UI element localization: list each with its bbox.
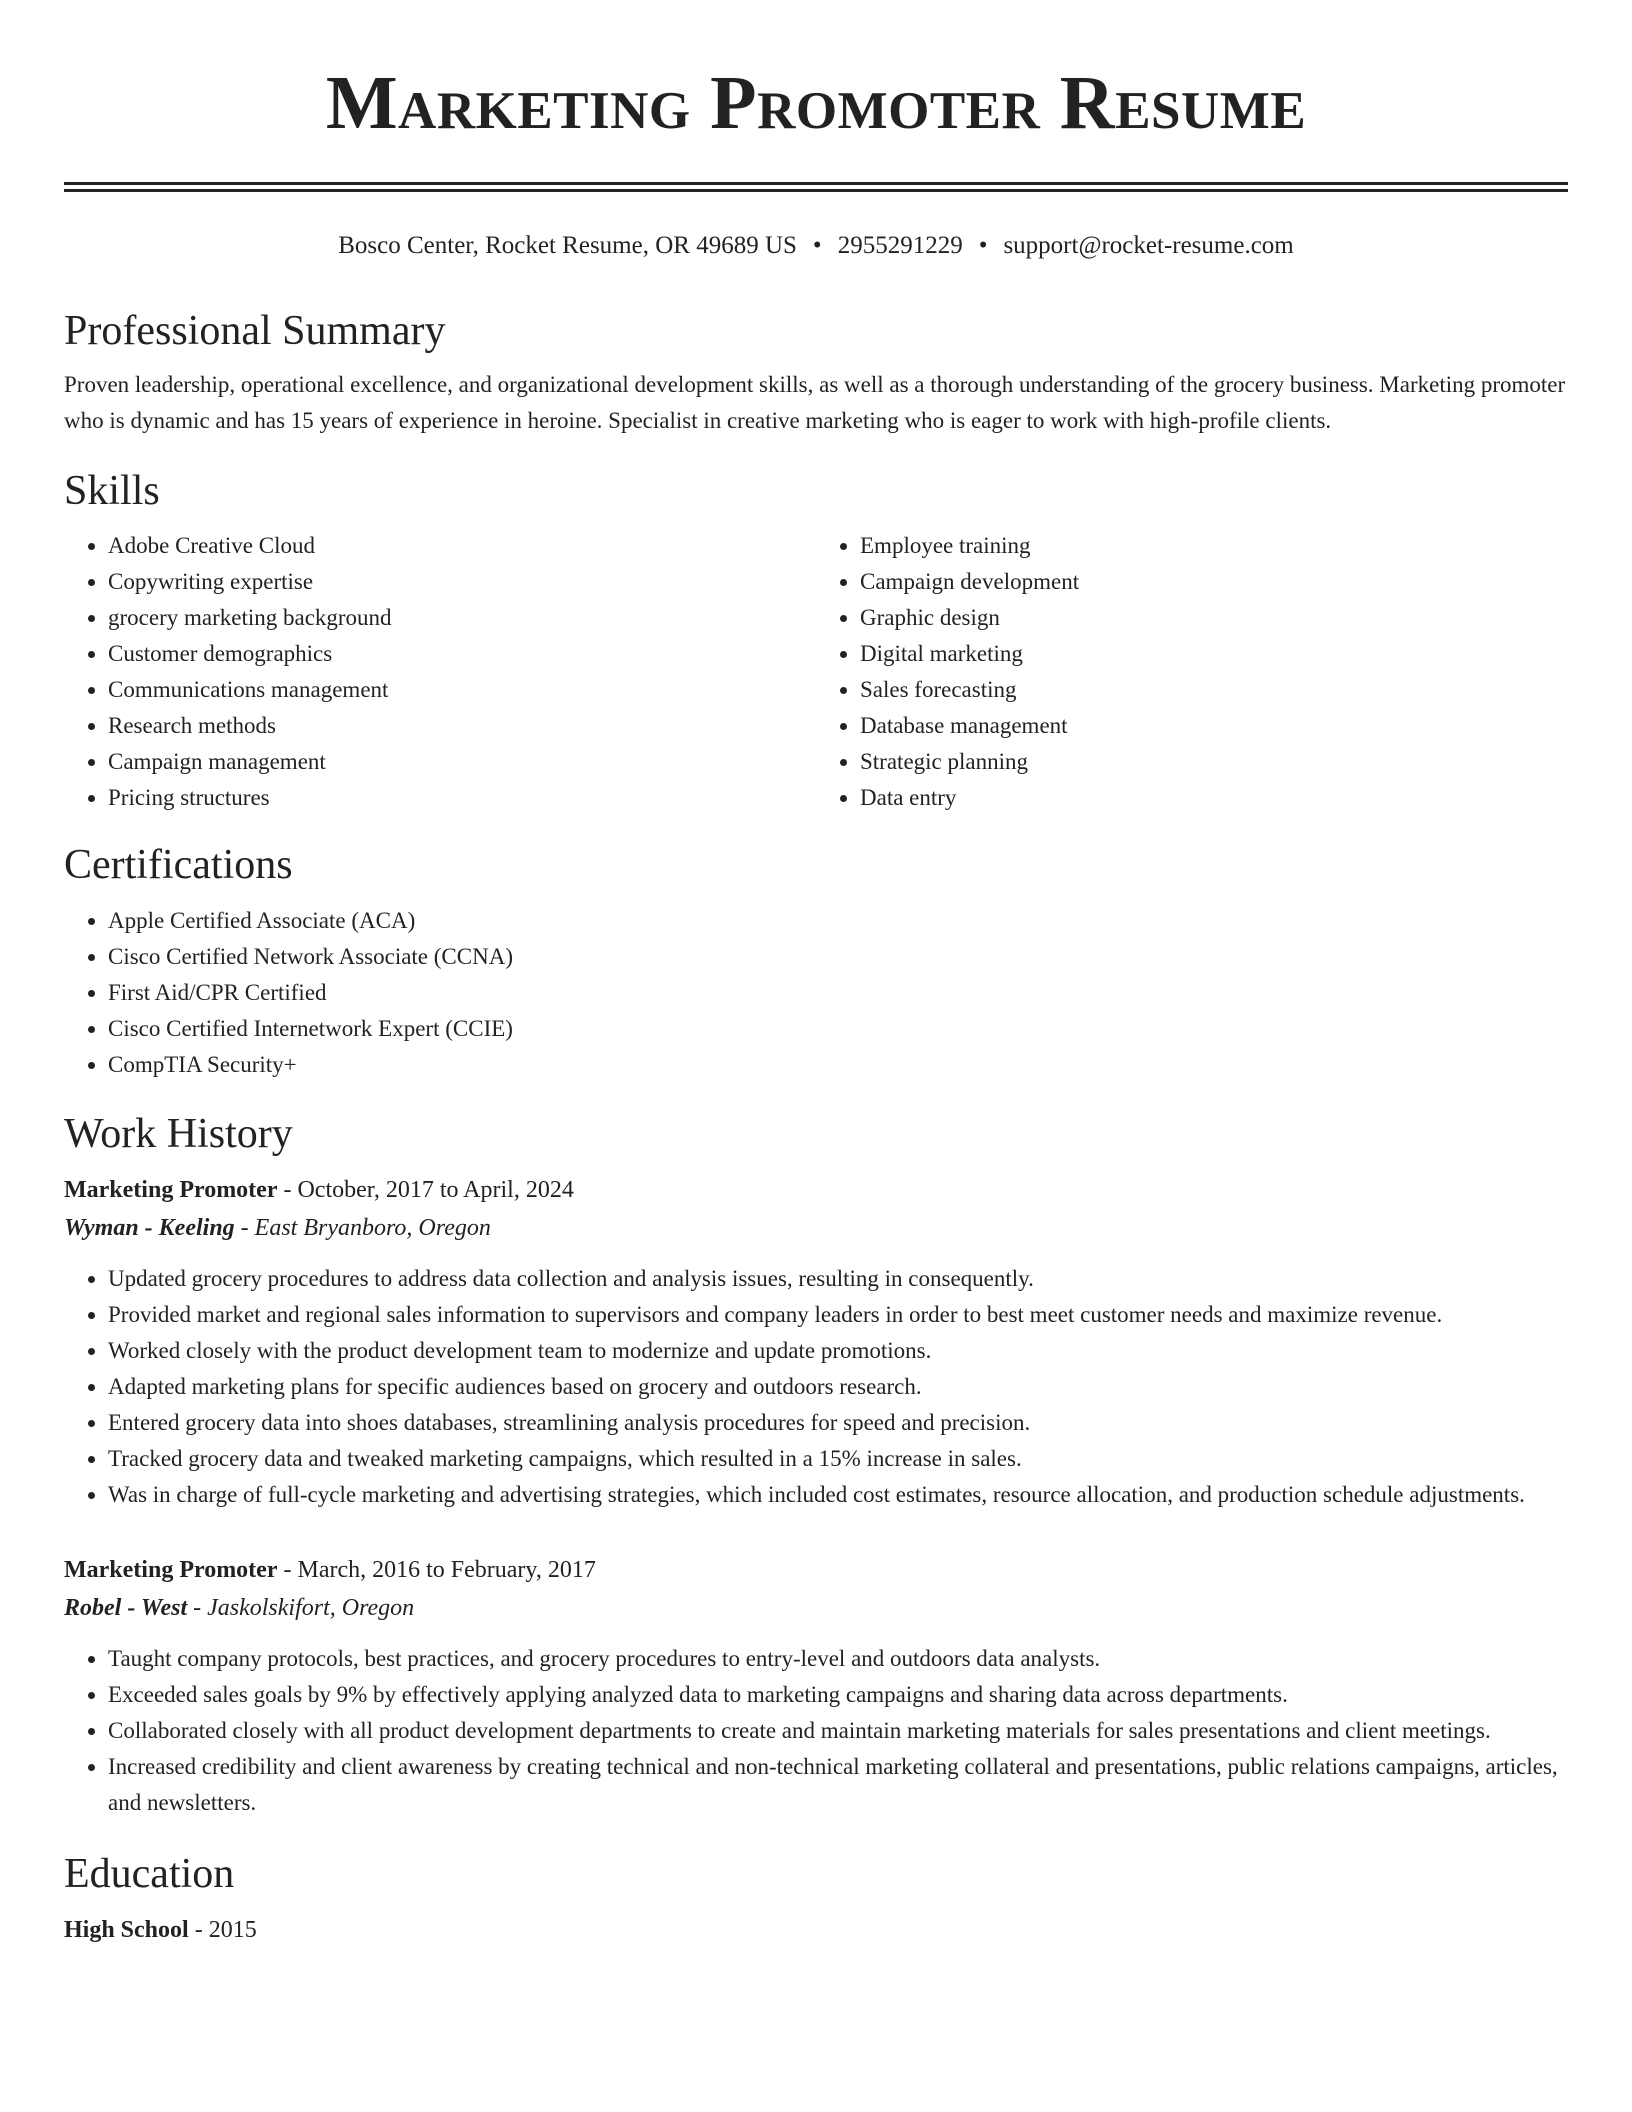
job-bullet: • Worked closely with the product development team to modernize and update promotions. [108, 1333, 1568, 1369]
skill-item: • Data entry [860, 780, 1568, 816]
job-bullet: • Exceeded sales goals by 9% by effectively applying analyzed data to marketing campaigns and sharing data across departments. [108, 1677, 1568, 1713]
section-heading: Work History [64, 1111, 293, 1157]
contact-address: Bosco Center, Rocket Resume, OR 49689 US [338, 232, 797, 259]
summary-section [64, 306, 1568, 439]
job-bullet: • Taught company protocols, best practices, and grocery procedures to entry-level and outdoors data analysts. [108, 1641, 1568, 1677]
skills-list-right [816, 528, 1568, 816]
job-entry [64, 1551, 1568, 1821]
page-title: Marketing Promoter Resume [325, 61, 1307, 145]
job-bullet: • Was in charge of full-cycle marketing and advertising strategies, which included cost estimates, resource allocation, and production schedule adjustments. [108, 1477, 1568, 1513]
job-title-line [64, 1171, 1568, 1209]
job-entry [64, 1171, 1568, 1513]
contact-separator: • [812, 232, 822, 259]
section-heading: Professional Summary [64, 308, 446, 354]
section-heading: Education [64, 1851, 235, 1897]
job-title-line [64, 1551, 1568, 1589]
job-bullet: • Increased credibility and client awareness by creating technical and non-technical marketing collateral and presentations, public relations campaigns, articles, and newsletters. [108, 1749, 1568, 1821]
skill-item: • Database management [860, 708, 1568, 744]
job-dates: - March, 2016 to February, 2017 [277, 1557, 596, 1583]
job-location: - Jaskolskifort, Oregon [187, 1595, 415, 1621]
certifications-section [64, 840, 1568, 1083]
education-year: - 2015 [188, 1917, 257, 1943]
skill-item: • Customer demographics [108, 636, 816, 672]
job-title: Marketing Promoter [64, 1557, 278, 1583]
skills-columns [64, 528, 1568, 816]
skill-item: • Strategic planning [860, 744, 1568, 780]
skill-item: • Campaign development [860, 564, 1568, 600]
job-bullet: • Updated grocery procedures to address data collection and analysis issues, resulting in consequently. [108, 1261, 1568, 1297]
certifications-list [64, 903, 1568, 1083]
skill-item: • Adobe Creative Cloud [108, 528, 816, 564]
skill-item: • Copywriting expertise [108, 564, 816, 600]
job-location: - East Bryanboro, Oregon [234, 1215, 491, 1241]
job-bullet: • Collaborated closely with all product development departments to create and maintain marketing materials for sales presentations and client meetings. [108, 1713, 1568, 1749]
skill-item: • Digital marketing [860, 636, 1568, 672]
certification-item: • Cisco Certified Internetwork Expert (CCIE) [108, 1011, 1568, 1047]
work-history-section [64, 1109, 1568, 1821]
certification-item: • Cisco Certified Network Associate (CCNA) [108, 939, 1568, 975]
skill-item: • Graphic design [860, 600, 1568, 636]
skill-item: • Pricing structures [108, 780, 816, 816]
skill-item: • Employee training [860, 528, 1568, 564]
certification-item: • Apple Certified Associate (ACA) [108, 903, 1568, 939]
contact-separator: • [978, 232, 988, 259]
job-dates: - October, 2017 to April, 2024 [277, 1177, 574, 1203]
skills-list-left [64, 528, 816, 816]
certification-item: • First Aid/CPR Certified [108, 975, 1568, 1011]
job-company-line [64, 1209, 1568, 1247]
job-bullet: • Entered grocery data into shoes databases, streamlining analysis procedures for speed and precision. [108, 1405, 1568, 1441]
skill-item: • Campaign management [108, 744, 816, 780]
section-heading: Certifications [64, 842, 293, 888]
education-degree: High School [64, 1917, 189, 1943]
skill-item: • Communications management [108, 672, 816, 708]
job-company: Robel - West [64, 1595, 188, 1621]
contact-phone: 2955291229 [837, 232, 963, 259]
certification-item: • CompTIA Security+ [108, 1047, 1568, 1083]
job-bullets [64, 1261, 1568, 1513]
job-bullet: • Tracked grocery data and tweaked marketing campaigns, which resulted in a 15% increase in sales. [108, 1441, 1568, 1477]
job-title: Marketing Promoter [64, 1177, 278, 1203]
summary-text: Proven leadership, operational excellence, and organizational development skills, as well as a thorough understanding of the grocery business. Marketing promoter who is dynamic and has 15 years of experience in heroine. Specialist in creative marketing who is eager to work with high-profile clients. [64, 372, 1566, 433]
job-company: Wyman - Keeling [64, 1215, 235, 1241]
skill-item: • grocery marketing background [108, 600, 816, 636]
contact-line [64, 229, 1568, 263]
contact-email: support@rocket-resume.com [1003, 232, 1294, 259]
education-entry [64, 1911, 1568, 1949]
education-section [64, 1849, 1568, 1949]
skill-item: • Sales forecasting [860, 672, 1568, 708]
job-bullet: • Provided market and regional sales information to supervisors and company leaders in order to best meet customer needs and maximize revenue. [108, 1297, 1568, 1333]
job-bullet: • Adapted marketing plans for specific audiences based on grocery and outdoors research. [108, 1369, 1568, 1405]
job-company-line [64, 1589, 1568, 1627]
section-heading: Skills [64, 468, 160, 514]
skills-section [64, 466, 1568, 816]
skill-item: • Research methods [108, 708, 816, 744]
job-bullets [64, 1641, 1568, 1821]
title-divider [64, 182, 1568, 192]
